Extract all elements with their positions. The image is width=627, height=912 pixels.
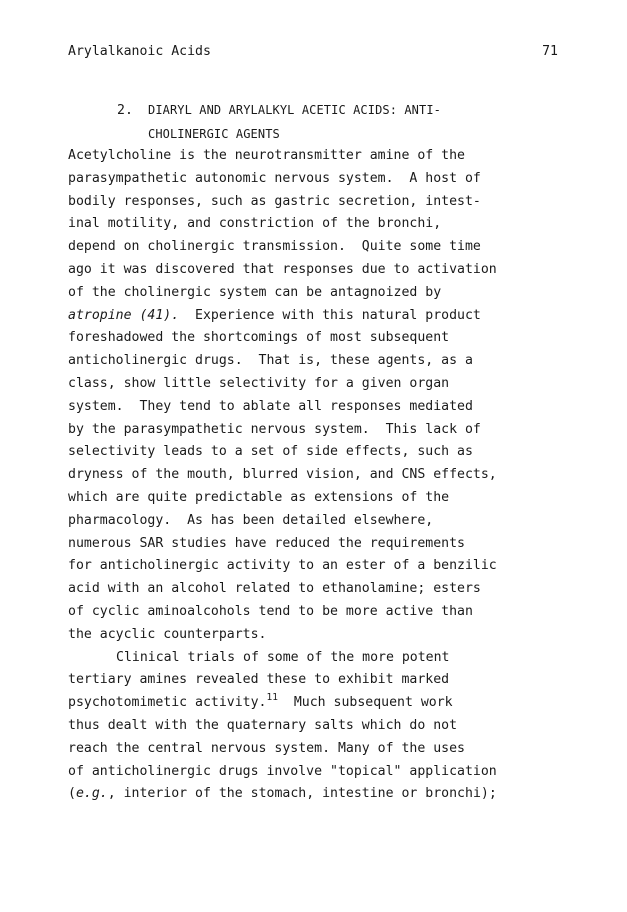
text-line: by the parasympathetic nervous system. This lack of (68, 421, 481, 437)
footnote-reference: 11 (266, 692, 278, 704)
text-line: inal motility, and constriction of the bronchi, (68, 216, 442, 232)
text-line: for anticholinergic activity to an ester of a benzilic (68, 558, 497, 574)
text-line (68, 305, 608, 328)
text-line: the acyclic counterparts. (68, 626, 267, 642)
text-segment: psychotomimetic activity. (68, 695, 267, 711)
text-line (68, 692, 608, 715)
page-number: 71 (542, 44, 558, 59)
text-line: system. They tend to ablate all responses mediated (68, 398, 473, 414)
section-heading-line-1: DIARYL AND ARYLALKYL ACETIC ACIDS: ANTI- (148, 103, 441, 117)
text-line: class, show little selectivity for a given organ (68, 375, 450, 391)
text-line: parasympathetic autonomic nervous system. A host of (68, 170, 481, 186)
text-line: ago it was discovered that responses due to activation (68, 261, 497, 277)
text-line: anticholinergic drugs. That is, these agents, as a (68, 353, 473, 369)
text-segment: Much subsequent work (277, 695, 453, 711)
text-line: of the cholinergic system can be antagnoized by (68, 284, 442, 300)
text-line: depend on cholinergic transmission. Quite some time (68, 239, 481, 255)
text-line: acid with an alcohol related to ethanolamine; esters (68, 581, 481, 597)
running-head-title: Arylalkanoic Acids (68, 44, 211, 59)
text-line: dryness of the mouth, blurred vision, and CNS effects, (68, 467, 497, 483)
text-line: which are quite predictable as extensions of the (68, 489, 450, 505)
text-line: foreshadowed the shortcomings of most subsequent (68, 330, 450, 346)
text-line: Acetylcholine is the neurotransmitter amine of the (68, 148, 465, 163)
italic-abbreviation: e.g. (75, 786, 108, 802)
text-line: Clinical trials of some of the more potent (116, 649, 450, 665)
body-text (68, 145, 608, 806)
text-line: of cyclic aminoalcohols tend to be more active than (68, 603, 473, 619)
text-line: thus dealt with the quaternary salts which do not (68, 717, 458, 733)
text-line: reach the central nervous system. Many of the uses (68, 740, 465, 756)
section-number: 2. (117, 103, 133, 118)
text-line: tertiary amines revealed these to exhibit marked (68, 672, 450, 688)
italic-reference: atropine (41). (68, 307, 180, 323)
text-line: of anticholinergic drugs involve "topical" application (68, 763, 497, 779)
text-segment: , interior of the stomach, intestine or bronchi); (107, 786, 497, 802)
text-line: selectivity leads to a set of side effects, such as (68, 444, 473, 460)
text-line: numerous SAR studies have reduced the requirements (68, 535, 465, 551)
text-segment: ( (68, 786, 76, 802)
section-heading (117, 99, 441, 147)
text-segment: Experience with this natural product (179, 307, 481, 323)
text-line: pharmacology. As has been detailed elsewhere, (68, 512, 434, 528)
text-line (68, 783, 608, 806)
section-heading-line-2: CHOLINERGIC AGENTS (148, 126, 280, 141)
text-line: bodily responses, such as gastric secretion, intest- (68, 193, 481, 209)
